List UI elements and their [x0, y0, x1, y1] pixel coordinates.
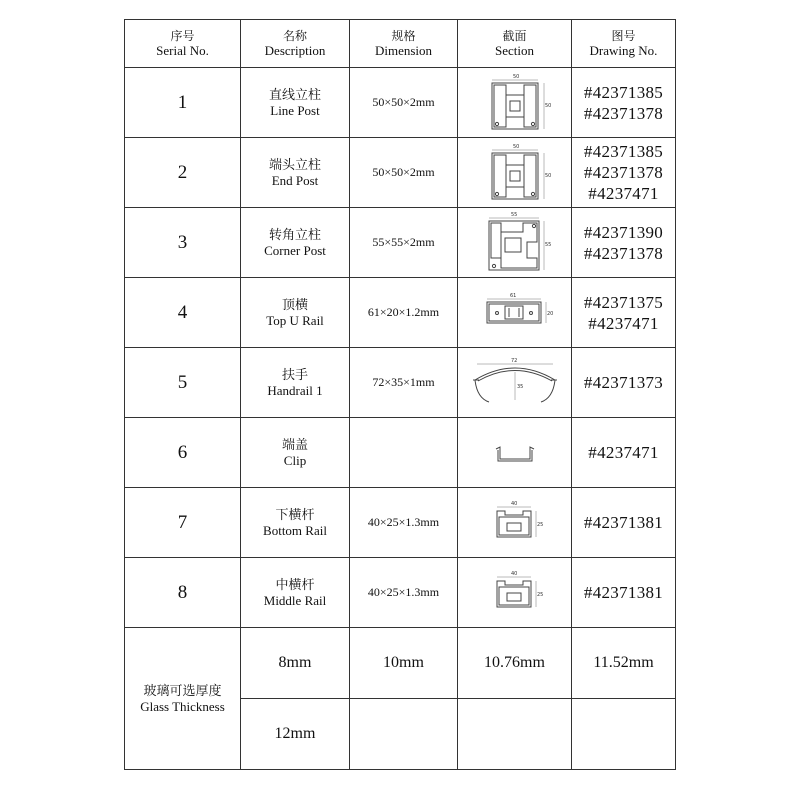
- glass-value: 11.52mm: [572, 628, 676, 699]
- header-drawing-zh: 图号: [611, 29, 636, 43]
- glass-thickness-label: [125, 628, 241, 770]
- dimension-cell: 50×50×2mm: [350, 68, 458, 138]
- header-dimension-zh: 规格: [391, 29, 416, 43]
- serial-cell: 1: [125, 68, 241, 138]
- description-en: Clip: [283, 452, 307, 468]
- description-cell: [241, 68, 350, 138]
- drawing-number: #42371373: [583, 373, 664, 392]
- header-serial-zh: 序号: [170, 29, 195, 43]
- description-zh: 顶横: [281, 296, 308, 312]
- section-cell: [458, 558, 572, 628]
- glass-row: [125, 628, 676, 699]
- section-label: 55: [544, 241, 551, 248]
- serial-cell: 5: [125, 348, 241, 418]
- description-zh: 扶手: [281, 366, 308, 382]
- table-row: [125, 68, 676, 138]
- table-row: [125, 348, 676, 418]
- dimension-cell: 72×35×1mm: [350, 348, 458, 418]
- dimension-cell: 61×20×1.2mm: [350, 278, 458, 348]
- header-serial-en: Serial No.: [156, 43, 209, 58]
- table-row: [125, 488, 676, 558]
- description-zh: 转角立柱: [268, 226, 321, 242]
- drawing-cell: [572, 278, 676, 348]
- section-label: 50: [512, 73, 519, 80]
- dimension-cell: 40×25×1.3mm: [350, 558, 458, 628]
- description-en: Bottom Rail: [263, 522, 327, 538]
- section-label: 61: [509, 292, 516, 299]
- section-label: 25: [536, 591, 543, 598]
- description-cell: [241, 558, 350, 628]
- header-dimension-en: Dimension: [374, 43, 433, 58]
- table-row: [125, 208, 676, 278]
- drawing-number: #4237471: [588, 313, 659, 333]
- drawing-number: #42371381: [583, 513, 664, 532]
- glass-value: 10mm: [350, 628, 458, 699]
- description-en: Corner Post: [264, 242, 326, 258]
- drawing-number: #42371385: [583, 82, 664, 102]
- section-label: 40: [510, 570, 517, 577]
- section-label: 20: [546, 310, 553, 317]
- drawing-cell: [572, 488, 676, 558]
- glass-value: 12mm: [241, 699, 350, 770]
- description-cell: [241, 278, 350, 348]
- glass-label-zh: 玻璃可选厚度: [143, 682, 222, 698]
- table-row: [125, 418, 676, 488]
- section-cell: [458, 488, 572, 558]
- section-label: 40: [510, 500, 517, 507]
- drawing-number: #42371378: [583, 163, 664, 182]
- header-drawing-en: Drawing No.: [589, 43, 658, 58]
- description-zh: 端盖: [281, 436, 308, 452]
- drawing-number: #42371381: [583, 583, 664, 602]
- description-en: Top U Rail: [266, 312, 324, 328]
- header-section-zh: 截面: [502, 29, 527, 43]
- header-section-en: Section: [495, 43, 534, 58]
- serial-cell: 7: [125, 488, 241, 558]
- table-row: [125, 278, 676, 348]
- top-rail-section-drawing: [475, 293, 555, 333]
- clip-section-drawing: [490, 441, 540, 465]
- glass-value: 10.76mm: [458, 628, 572, 699]
- glass-empty-cell: [572, 699, 676, 770]
- dimension-cell: [350, 418, 458, 488]
- drawing-number: #4237471: [588, 443, 659, 462]
- header-section: [458, 20, 572, 68]
- header-row: [125, 20, 676, 68]
- glass-label-en: Glass Thickness: [140, 698, 225, 714]
- dimension-cell: 50×50×2mm: [350, 138, 458, 208]
- description-en: Middle Rail: [263, 592, 327, 608]
- header-dimension: [350, 20, 458, 68]
- glass-empty-cell: [350, 699, 458, 770]
- description-cell: [241, 348, 350, 418]
- section-label: 50: [544, 102, 551, 109]
- section-label: 25: [536, 521, 543, 528]
- section-cell: [458, 348, 572, 418]
- glass-value: 8mm: [241, 628, 350, 699]
- drawing-number: #42371378: [583, 243, 664, 263]
- bottom-rail-section-drawing: [485, 501, 545, 545]
- drawing-cell: [572, 418, 676, 488]
- description-cell: [241, 418, 350, 488]
- drawing-number: #4237471: [588, 184, 659, 203]
- corner-post-section-drawing: [477, 212, 553, 274]
- glass-empty-cell: [458, 699, 572, 770]
- section-label: 50: [544, 172, 551, 179]
- drawing-cell: [572, 68, 676, 138]
- header-description-en: Description: [264, 43, 326, 58]
- description-cell: [241, 208, 350, 278]
- drawing-cell: [572, 558, 676, 628]
- header-drawing: [572, 20, 676, 68]
- spec-table: [124, 19, 676, 770]
- section-label: 50: [512, 143, 519, 150]
- drawing-number: #42371390: [583, 222, 664, 242]
- drawing-cell: [572, 348, 676, 418]
- description-en: Handrail 1: [267, 382, 323, 398]
- drawing-number: #42371375: [583, 292, 664, 312]
- middle-rail-section-drawing: [485, 571, 545, 615]
- section-cell: [458, 278, 572, 348]
- table-row: [125, 138, 676, 208]
- drawing-number: #42371378: [583, 103, 664, 123]
- description-en: End Post: [271, 172, 319, 188]
- dimension-cell: 55×55×2mm: [350, 208, 458, 278]
- description-zh: 中横杆: [275, 576, 315, 592]
- post-section-drawing: [480, 143, 550, 203]
- section-cell: [458, 418, 572, 488]
- serial-cell: 3: [125, 208, 241, 278]
- section-label: 35: [516, 383, 523, 390]
- description-cell: [241, 488, 350, 558]
- description-en: Line Post: [270, 102, 320, 118]
- header-description: [241, 20, 350, 68]
- section-cell: [458, 68, 572, 138]
- header-serial: [125, 20, 241, 68]
- post-section-drawing: [480, 73, 550, 133]
- drawing-number: #42371385: [583, 142, 664, 161]
- serial-cell: 8: [125, 558, 241, 628]
- serial-cell: 6: [125, 418, 241, 488]
- section-cell: [458, 208, 572, 278]
- serial-cell: 2: [125, 138, 241, 208]
- description-zh: 下横杆: [275, 506, 315, 522]
- description-zh: 直线立柱: [268, 86, 321, 102]
- section-cell: [458, 138, 572, 208]
- section-label: 55: [510, 211, 517, 218]
- dimension-cell: 40×25×1.3mm: [350, 488, 458, 558]
- handrail-section-drawing: [469, 358, 561, 408]
- section-label: 72: [510, 357, 517, 364]
- table-row: [125, 558, 676, 628]
- drawing-cell: [572, 138, 676, 208]
- header-description-zh: 名称: [282, 29, 307, 43]
- description-cell: [241, 138, 350, 208]
- description-zh: 端头立柱: [268, 156, 321, 172]
- serial-cell: 4: [125, 278, 241, 348]
- drawing-cell: [572, 208, 676, 278]
